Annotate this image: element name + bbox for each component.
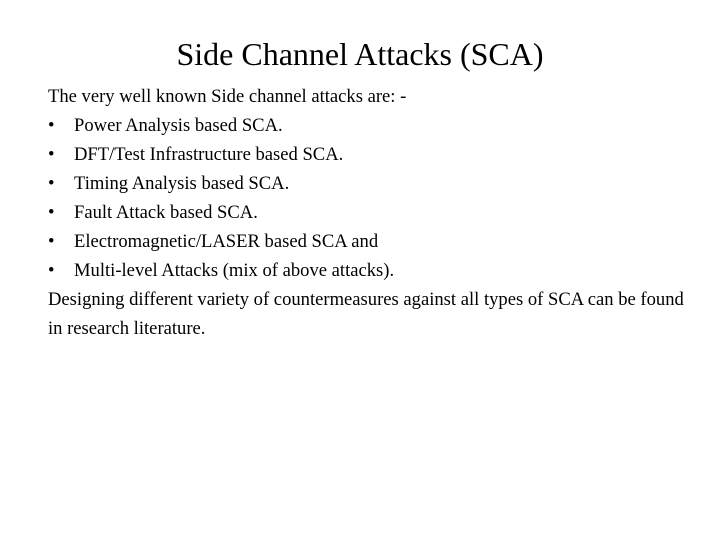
bullet-icon: • — [48, 144, 55, 165]
bullet-item-dft-test — [48, 140, 698, 169]
bullet-item-multi-level — [48, 256, 698, 285]
bullet-text: Fault Attack based SCA. — [74, 202, 258, 223]
slide-body — [48, 82, 698, 343]
bullet-text: Timing Analysis based SCA. — [74, 173, 290, 194]
closing-text: Designing different variety of countermeasures against all types of SCA can be found in research literature. — [48, 289, 684, 339]
bullet-icon: • — [48, 173, 55, 194]
bullet-item-timing-analysis — [48, 169, 698, 198]
bullet-item-fault-attack — [48, 198, 698, 227]
intro-text: The very well known Side channel attacks are: - — [48, 86, 407, 107]
bullet-icon: • — [48, 115, 55, 136]
slide-title: Side Channel Attacks (SCA) — [176, 36, 544, 72]
bullet-icon: • — [48, 231, 55, 252]
bullet-text: DFT/Test Infrastructure based SCA. — [74, 144, 344, 165]
bullet-text: Power Analysis based SCA. — [74, 115, 283, 136]
bullet-icon: • — [48, 202, 55, 223]
bullet-icon: • — [48, 260, 55, 281]
bullet-text: Electromagnetic/LASER based SCA and — [74, 231, 379, 252]
bullet-text: Multi-level Attacks (mix of above attacks). — [74, 260, 395, 281]
bullet-item-power-analysis — [48, 111, 698, 140]
bullet-item-electromagnetic-laser — [48, 227, 698, 256]
